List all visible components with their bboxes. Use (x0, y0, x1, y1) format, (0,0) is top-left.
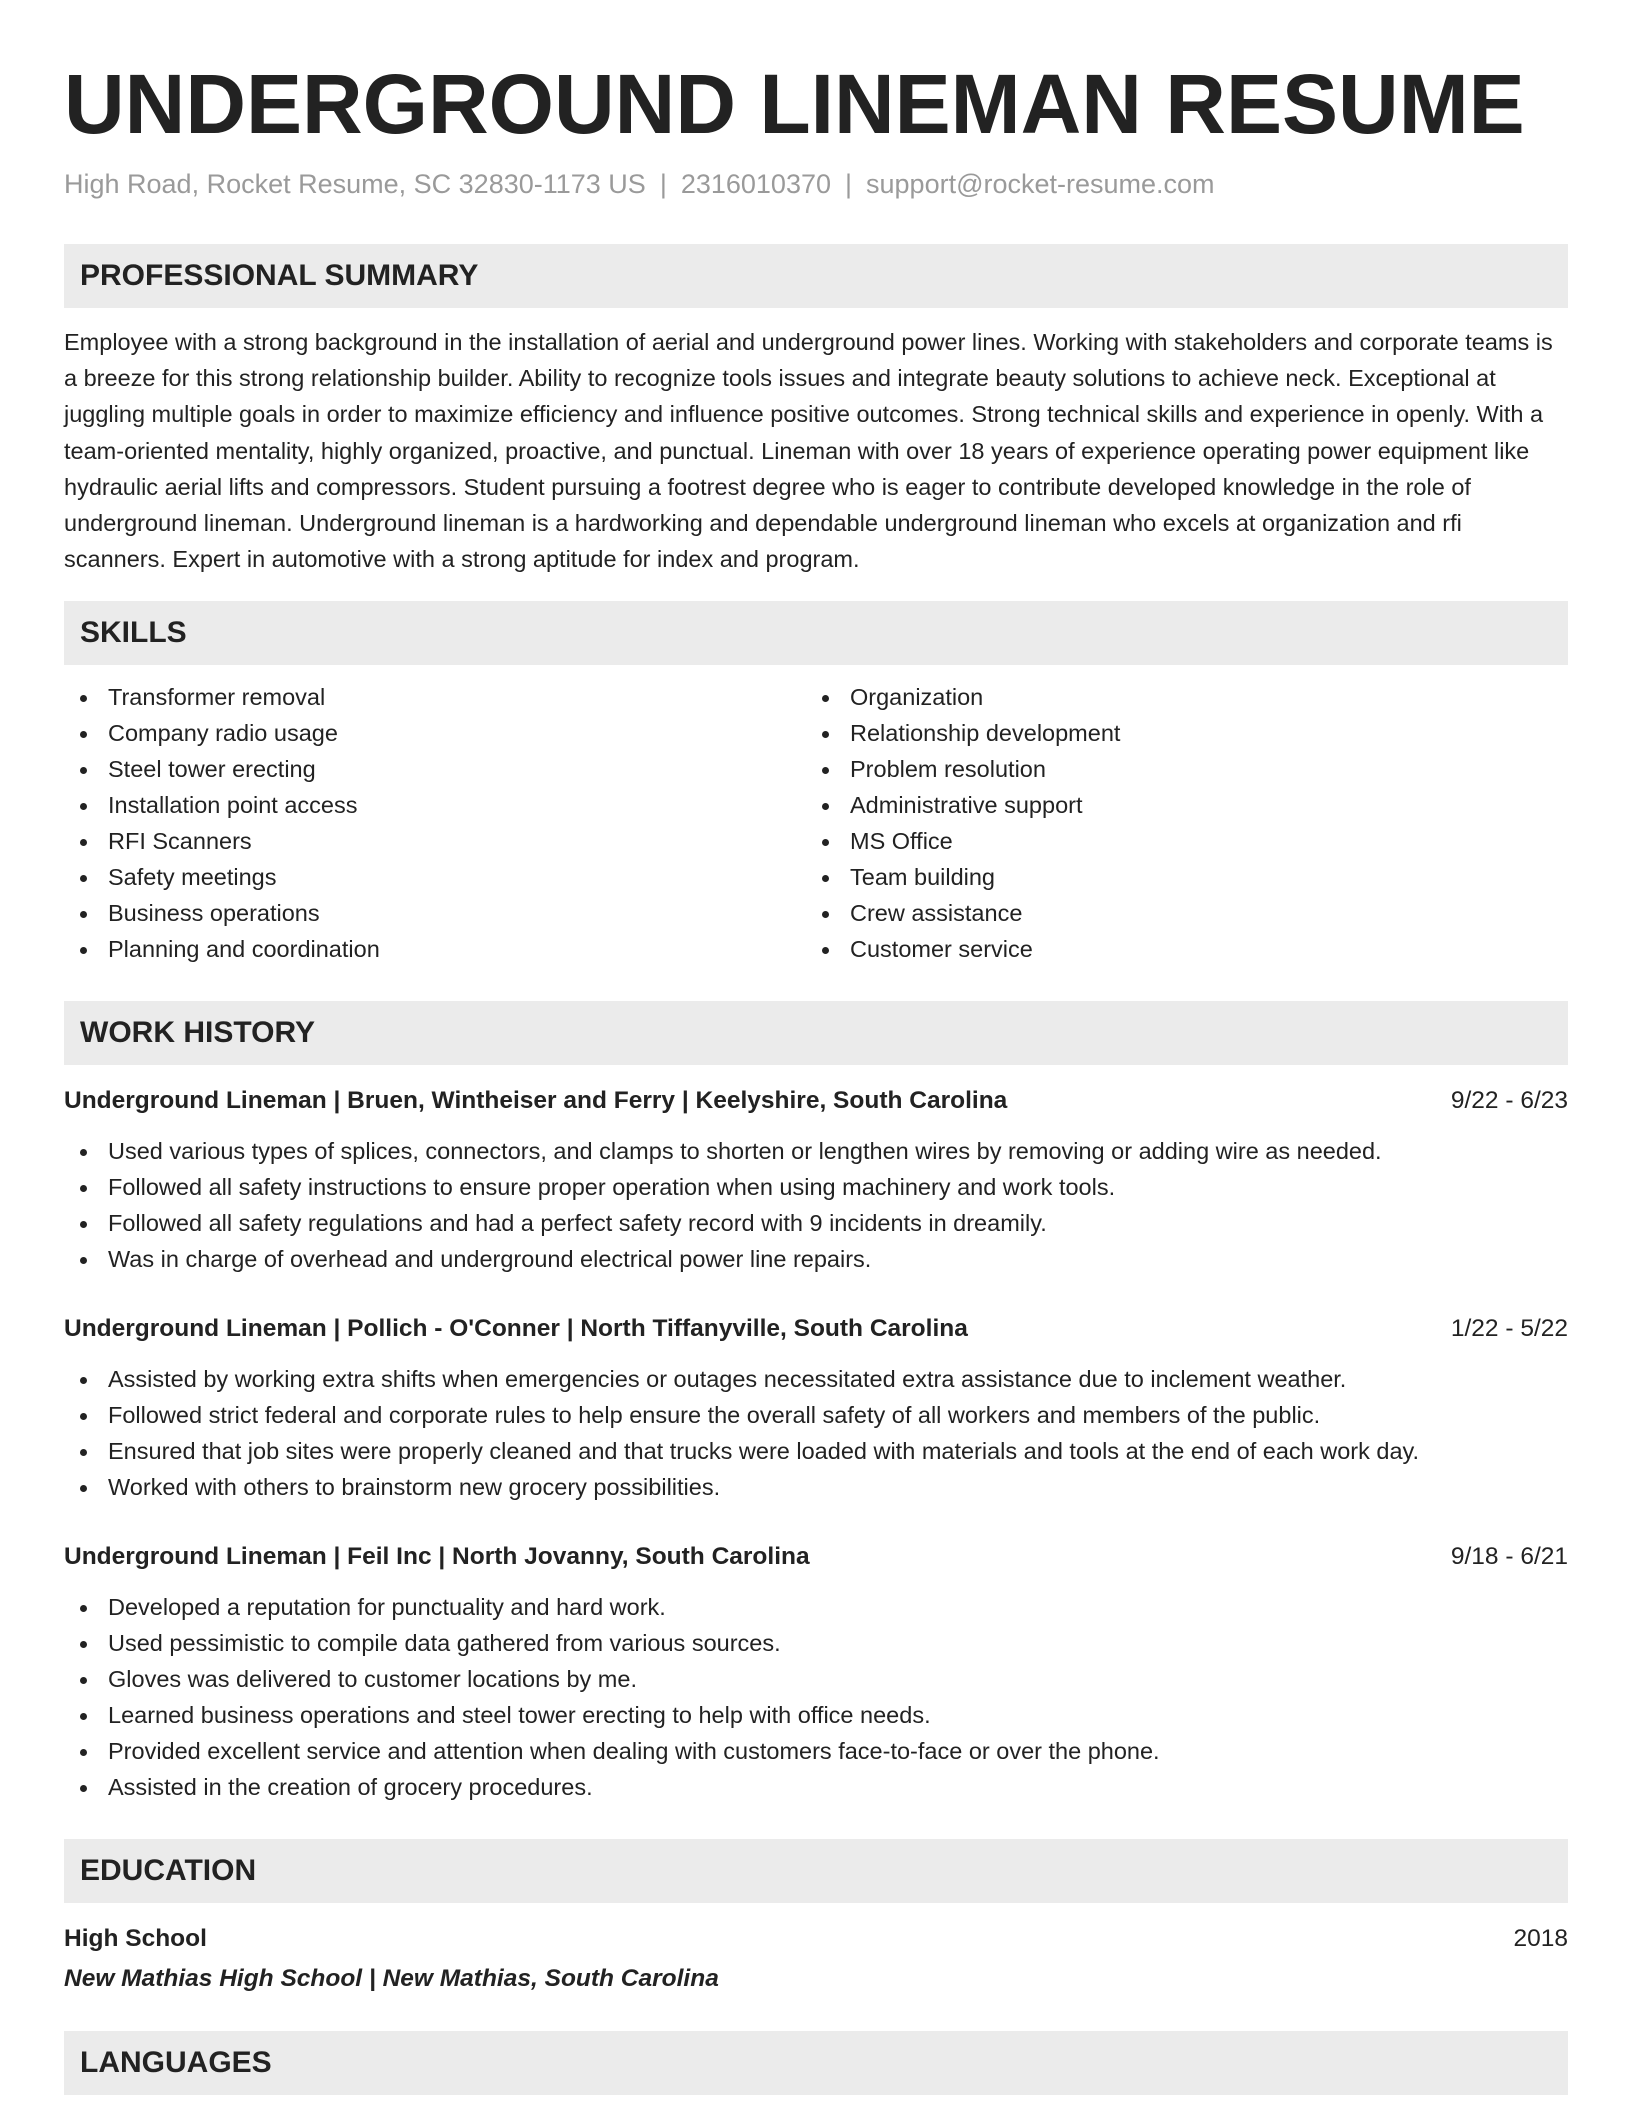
resume-page (64, 0, 1568, 2095)
skill-item: Team building (806, 859, 1548, 895)
job-header (64, 1539, 1568, 1575)
section-heading-skills: SKILLS (64, 601, 1568, 665)
education-header (64, 1921, 1568, 1957)
skill-item: Steel tower erecting (64, 751, 806, 787)
skill-item: Customer service (806, 931, 1548, 967)
job-bullet: Followed all safety regulations and had a perfect safety record with 9 incidents in dreamily. (64, 1205, 1568, 1241)
job-entry (64, 1539, 1568, 1805)
job-dates: 9/22 - 6/23 (1450, 1087, 1568, 1115)
skill-item: Safety meetings (64, 859, 806, 895)
job-bullet: Gloves was delivered to customer locations by me. (64, 1661, 1568, 1697)
job-title: Underground Lineman | Feil Inc | North Jovanny, South Carolina (64, 1543, 810, 1571)
skill-item: Problem resolution (806, 751, 1548, 787)
job-bullet: Followed all safety instructions to ensure proper operation when using machinery and work tools. (64, 1169, 1568, 1205)
education-school: New Mathias High School | New Mathias, South Carolina (64, 1965, 719, 1993)
contact-phone: 2316010370 (680, 169, 831, 199)
section-heading-summary: PROFESSIONAL SUMMARY (64, 244, 1568, 308)
skills-list (64, 679, 1568, 967)
job-bullet: Learned business operations and steel tower erecting to help with office needs. (64, 1697, 1568, 1733)
education-degree: High School (64, 1925, 207, 1953)
skill-item: Transformer removal (64, 679, 806, 715)
job-title: Underground Lineman | Bruen, Wintheiser and Ferry | Keelyshire, South Carolina (64, 1087, 1008, 1115)
job-bullet: Developed a reputation for punctuality and hard work. (64, 1589, 1568, 1625)
job-bullets (64, 1361, 1568, 1505)
job-bullet: Was in charge of overhead and underground electrical power line repairs. (64, 1241, 1568, 1277)
contact-line (64, 166, 1568, 202)
resume-title: UNDERGROUND LINEMAN RESUME (64, 57, 1525, 151)
job-title: Underground Lineman | Pollich - O'Conner | North Tiffanyville, South Carolina (64, 1315, 968, 1343)
skill-item: Planning and coordination (64, 931, 806, 967)
skill-item: Administrative support (806, 787, 1548, 823)
job-entry (64, 1311, 1568, 1505)
job-bullet: Worked with others to brainstorm new grocery possibilities. (64, 1469, 1568, 1505)
contact-address: High Road, Rocket Resume, SC 32830-1173 US (64, 169, 646, 199)
job-bullet: Assisted by working extra shifts when emergencies or outages necessitated extra assistance due to inclement weather. (64, 1361, 1568, 1397)
skill-item: Crew assistance (806, 895, 1548, 931)
skill-item: MS Office (806, 823, 1548, 859)
job-bullet: Provided excellent service and attention when dealing with customers face-to-face or over the phone. (64, 1733, 1568, 1769)
skills-column-right (806, 679, 1548, 967)
skill-item: Relationship development (806, 715, 1548, 751)
skill-item: Organization (806, 679, 1548, 715)
skill-item: Installation point access (64, 787, 806, 823)
skills-column-left (64, 679, 806, 967)
contact-email: support@rocket-resume.com (866, 169, 1215, 199)
section-heading-work-history: WORK HISTORY (64, 1001, 1568, 1065)
job-bullet: Ensured that job sites were properly cleaned and that trucks were loaded with materials and tools at the end of each work day. (64, 1433, 1568, 1469)
skill-item: RFI Scanners (64, 823, 806, 859)
section-heading-languages: LANGUAGES (64, 2031, 1568, 2095)
contact-separator: | (659, 169, 667, 199)
job-bullet: Assisted in the creation of grocery procedures. (64, 1769, 1568, 1805)
job-bullets (64, 1589, 1568, 1805)
job-dates: 9/18 - 6/21 (1450, 1543, 1568, 1571)
job-bullets (64, 1133, 1568, 1277)
skill-item: Company radio usage (64, 715, 806, 751)
summary-text: Employee with a strong background in the installation of aerial and underground power lines. Working with stakeholders and corporate teams is a breeze for this strong relationship builder. Ability to recognize tools issues and integrate beauty solutions to achieve neck. Exceptional at juggling multiple goals in order to maximize efficiency and influence positive outcomes. Strong technical skills and experience in openly. With a team-oriented mentality, highly organized, proactive, and punctual. Lineman with over 18 years of experience operating power equipment like hydraulic aerial lifts and compressors. Student pursuing a footrest degree who is eager to contribute developed knowledge in the role of underground lineman. Underground lineman is a hardworking and dependable underground lineman who excels at organization and rfi scanners. Expert in automotive with a strong aptitude for index and program. (64, 329, 1553, 573)
job-bullet: Used pessimistic to compile data gathered from various sources. (64, 1625, 1568, 1661)
contact-separator: | (845, 169, 853, 199)
job-bullet: Used various types of splices, connectors, and clamps to shorten or lengthen wires by removing or adding wire as needed. (64, 1133, 1568, 1169)
skill-item: Business operations (64, 895, 806, 931)
job-dates: 1/22 - 5/22 (1450, 1315, 1568, 1343)
job-header (64, 1083, 1568, 1119)
section-heading-education: EDUCATION (64, 1839, 1568, 1903)
job-header (64, 1311, 1568, 1347)
job-entry (64, 1083, 1568, 1277)
education-year: 2018 (1513, 1925, 1568, 1953)
job-bullet: Followed strict federal and corporate rules to help ensure the overall safety of all workers and members of the public. (64, 1397, 1568, 1433)
